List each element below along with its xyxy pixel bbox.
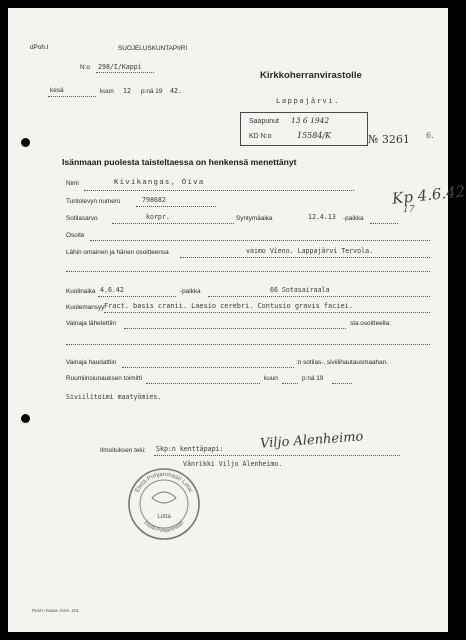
syntymapaikka-line xyxy=(370,223,398,224)
date-year: 42. xyxy=(170,87,182,95)
ref-label: N:o xyxy=(80,64,90,71)
seal-text-top: Etelä-Pohjanmaan Lotat xyxy=(134,471,194,494)
civil-note: Siviilitoimi maatyömies. xyxy=(66,393,162,401)
signature-name: Vänrikki Viljo Alenheimo. xyxy=(183,460,283,468)
received-label: Saapunut xyxy=(249,118,279,125)
siunaus-year-line xyxy=(332,383,352,384)
kd-label: KD N:o xyxy=(249,133,272,140)
margin-note: Kp 4.6.42 xyxy=(391,182,466,208)
omainen-label: Lähin omainen ja hänen osoitteensa xyxy=(66,249,169,256)
signature-role: Skp:n kenttäpapi: xyxy=(156,445,224,453)
siunaus-line xyxy=(146,383,260,384)
kuolinpaikka-label: -paikka xyxy=(180,288,201,295)
signature-line xyxy=(154,455,400,456)
kuun-label: kuun xyxy=(100,88,114,95)
signature-handwriting: Viljo Alenheimo xyxy=(259,429,364,452)
lahetettiin-line xyxy=(124,328,346,329)
sotilasarvo-line xyxy=(112,223,234,224)
tuntolevy-line xyxy=(136,206,216,207)
date-day: 12 xyxy=(123,87,131,95)
form-code: dPoh.I xyxy=(30,44,49,51)
sotilasarvo-label: Sotilasarvo xyxy=(66,215,98,222)
kuolinpaikka-value: 66 Sotasairaala xyxy=(270,286,330,294)
omainen-line xyxy=(180,257,430,258)
syntymapaikka-label: -paikka xyxy=(343,215,364,222)
pna-label: p:nä 19 xyxy=(141,88,163,95)
month-line xyxy=(48,96,96,97)
kuolemansyy-label: Kuolemansyy xyxy=(66,304,105,311)
kuolemansyy-line xyxy=(104,312,430,313)
margin-note-number: 17 xyxy=(403,205,415,215)
nimi-label: Nimi xyxy=(66,180,79,187)
sotilasarvo-value: korpr. xyxy=(146,213,170,221)
haudattiin-label-2: :n sotilas-, siviilihautausmaahan. xyxy=(296,359,388,366)
received-stamp xyxy=(240,112,368,146)
siunaus-label: Ruumiinsiunauksen toimitti xyxy=(66,375,143,382)
ref-value: 298/I/Kappi xyxy=(98,63,142,71)
document-title: Isänmaan puolesta taisteltaessa on henkensä menettänyt xyxy=(62,157,297,167)
siunaus-pna: p:nä 19 xyxy=(302,375,324,382)
haudattiin-line xyxy=(122,367,294,368)
seal-text-bottom: Etelä-Pohjanmaan xyxy=(142,519,186,534)
signature-label: Ilmoituksen teki: xyxy=(100,447,146,454)
kuolinaika-label: Kuolinaika xyxy=(66,288,96,295)
nimi-value: Kivikangas, Oiva xyxy=(114,177,205,186)
kuolinpaikka-line xyxy=(208,296,430,297)
kuolinaika-line xyxy=(98,296,176,297)
register-number: № 3261 xyxy=(368,133,410,146)
lotta-seal xyxy=(126,466,202,542)
omainen-value: vaimo Vieno. Lappajärvi Tervola. xyxy=(246,247,374,255)
seal-center-text: Lotta xyxy=(157,514,171,520)
osoite-line xyxy=(90,240,430,241)
kuolemansyy-value: Fract. basis cranii. Laesio cerebri. Contusio gravis faciei. xyxy=(104,302,353,310)
syntymaaika-label: Syntymäaika xyxy=(236,215,273,222)
recipient: Kirkkoherranvirastolle xyxy=(260,70,362,81)
lahetettiin-line-2 xyxy=(66,344,430,345)
punch-hole-top xyxy=(21,138,30,147)
svg-text:Etelä-Pohjanmaan xyxy=(143,520,186,534)
received-date: 13 6 1942 xyxy=(291,116,330,125)
siunaus-day-line xyxy=(282,383,298,384)
tuntolevy-value: 798682 xyxy=(142,196,166,204)
osoite-label: Osoite xyxy=(66,232,85,239)
document-sheet xyxy=(8,8,466,632)
recipient-place: Lappajärvi. xyxy=(276,97,340,105)
register-number-suffix: 6. xyxy=(426,131,434,140)
syntymaaika-value: 12.4.13 xyxy=(308,213,336,221)
lahetettiin-label-2: sta osoitteella: xyxy=(350,320,391,327)
tuntolevy-label: Tuntolevyn numero xyxy=(66,198,121,205)
form-footer: PLM:n kaava. Kom. 201 xyxy=(32,608,79,613)
punch-hole-bottom xyxy=(21,414,30,423)
ref-line xyxy=(96,72,154,73)
haudattiin-label: Vainaja haudattiin xyxy=(66,359,117,366)
kuolinaika-value: 4.6.42 xyxy=(100,286,124,294)
omainen-line-2 xyxy=(66,271,430,272)
date-month: kesä xyxy=(50,87,64,94)
siunaus-kuun: kuun xyxy=(264,375,278,382)
kd-number: 15584/K xyxy=(297,131,332,140)
lahetettiin-label: Vainaja lähetettiin xyxy=(66,320,116,327)
organization: SUOJELUSKUNTAPIIRI xyxy=(118,45,188,52)
nimi-line xyxy=(84,190,354,191)
